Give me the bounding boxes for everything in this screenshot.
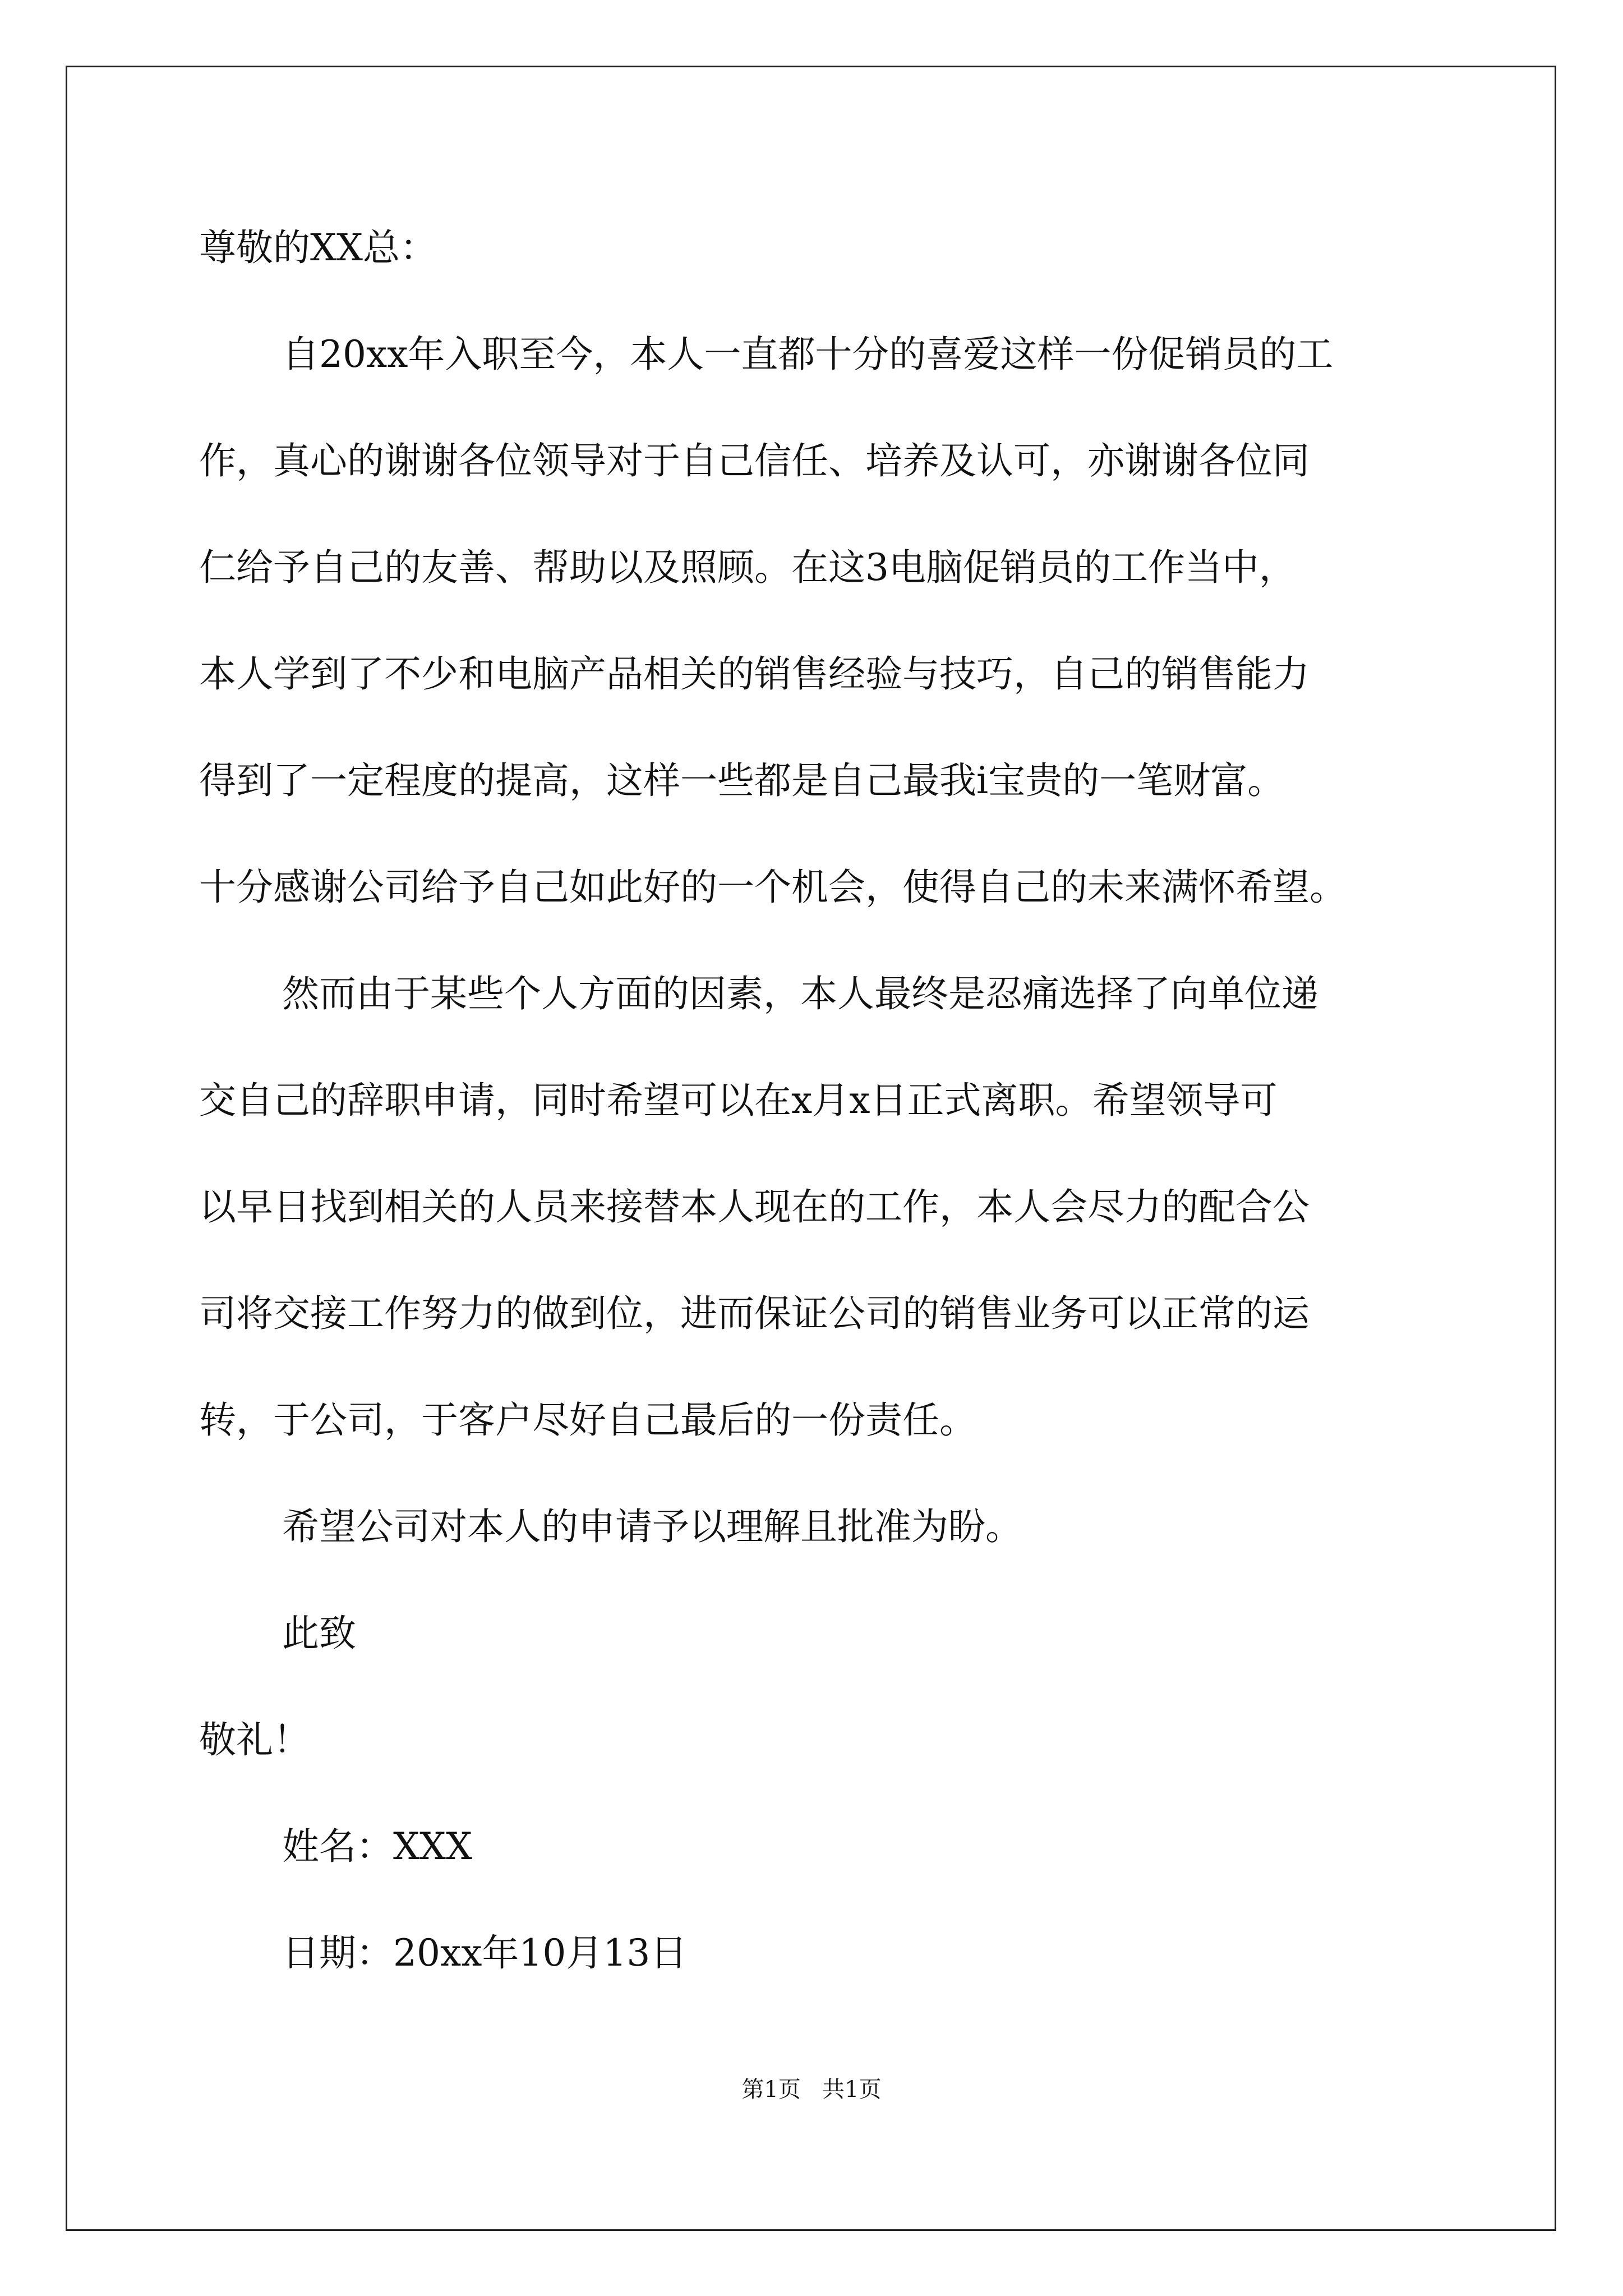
closing: 此致 [282,1612,356,1655]
letter-body [199,222,1433,2033]
paragraph-line: 然而由于某些个人方面的因素，本人最终是忍痛选择了向单位递 [282,972,1318,1015]
paragraph-line: 希望公司对本人的申请予以理解且批准为盼。 [282,1505,1022,1548]
paragraph-line: 自20xx年入职至今，本人一直都十分的喜爱这样一份促销员的工 [282,333,1334,376]
regards: 敬礼！ [199,1718,310,1761]
signature-date: 日期：20xx年10月13日 [282,1931,688,1975]
paragraph-line: 司将交接工作努力的做到位，进而保证公司的销售业务可以正常的运 [199,1292,1310,1335]
paragraph-line: 作，真心的谢谢各位领导对于自己信任、培养及认可，亦谢谢各位同 [199,439,1310,482]
paragraph-line: 转，于公司，于客户尽好自己最后的一份责任。 [199,1398,976,1442]
paragraph-line: 以早日找到相关的人员来接替本人现在的工作，本人会尽力的配合公 [199,1185,1310,1228]
paragraph-line: 本人学到了不少和电脑产品相关的销售经验与技巧，自己的销售能力 [199,652,1310,696]
paragraph-line: 仁给予自己的友善、帮助以及照顾。在这3电脑促销员的工作当中， [199,546,1296,589]
page-footer: 第1页 共1页 [741,2077,882,2102]
paragraph-line: 十分感谢公司给予自己如此好的一个机会，使得自己的未来满怀希望。 [199,866,1347,909]
salutation: 尊敬的XX总： [199,226,437,269]
paragraph-line: 得到了一定程度的提高，这样一些都是自己最我i宝贵的一笔财富。 [199,759,1285,802]
paragraph-line: 交自己的辞职申请，同时希望可以在x月x日正式离职。希望领导可 [199,1079,1278,1122]
signature-name: 姓名：XXX [282,1825,472,1868]
